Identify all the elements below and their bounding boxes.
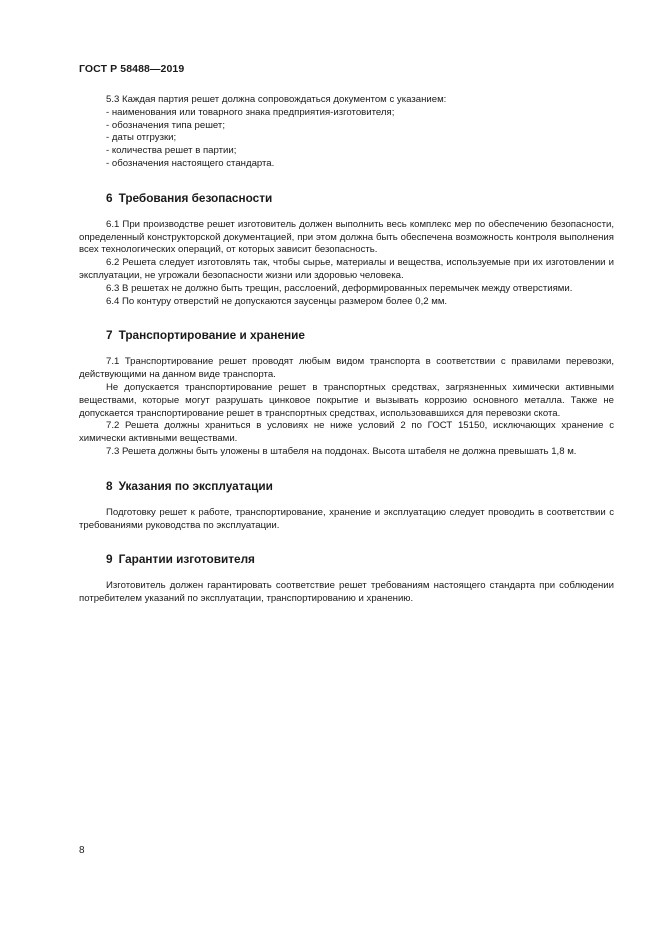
section-8-heading xyxy=(79,479,614,493)
document-body xyxy=(79,94,614,606)
clause-7-1: 7.1 Транспортирование решет проводят любым видом транспорта в соответствии с правилами перевозки, действующими на данном виде транспорта. xyxy=(79,356,614,381)
section-number: 7 xyxy=(106,328,113,343)
section-number: 9 xyxy=(106,552,113,567)
section-title: Указания по эксплуатации xyxy=(118,478,273,493)
section-9-heading xyxy=(79,552,614,566)
clause-5-3-list xyxy=(79,107,614,171)
clause-7-1-note: Не допускается транспортирование решет в транспортных средствах, загрязненных химически активными веществами, которые могут разрушать цинковое покрытие и вызывать коррозию основного металла. Также не допускается транспортирование решет в транспортных средствах, использовавшихся для перевозки скота. xyxy=(79,381,614,419)
clause-6-2: 6.2 Решета следует изготовлять так, чтобы сырье, материалы и вещества, используемые при их изготовлении и эксплуатации, не угрожали безопасности жизни или здоровью человека. xyxy=(79,257,614,281)
clause-7-2: 7.2 Решета должны храниться в условиях не ниже условий 2 по ГОСТ 15150, исключающих хранение с химически активными веществами. xyxy=(79,420,614,445)
document-code: ГОСТ Р 58488—2019 xyxy=(79,63,185,75)
list-item: - наименования или товарного знака предприятия-изготовителя; xyxy=(106,106,395,118)
section-9-paragraph: Изготовитель должен гарантировать соответствие решет требованиям настоящего стандарта при соблюдении потребителем указаний по эксплуатации, транспортированию и хранению. xyxy=(79,580,614,605)
list-item: - обозначения настоящего стандарта. xyxy=(106,157,275,169)
clause-6-1: 6.1 При производстве решет изготовитель должен выполнить весь комплекс мер по обеспечению безопасности, определенный конструкторской документацией, при этом должна быть обеспечена возможность контроля выполнения всех технологических операций, от которых зависит безопасность. xyxy=(79,218,614,256)
section-title: Требования безопасности xyxy=(118,190,273,205)
list-item: - даты отгрузки; xyxy=(106,132,177,144)
section-title: Транспортирование и хранение xyxy=(118,328,305,343)
section-title: Гарантии изготовителя xyxy=(118,552,255,567)
clause-6-3: 6.3 В решетах не должно быть трещин, расслоений, деформированных перемычек между отверстиями. xyxy=(106,282,573,294)
clause-7-3: 7.3 Решета должны быть уложены в штабеля на поддонах. Высота штабеля не должна превышать 1,8 м. xyxy=(106,445,577,457)
section-number: 8 xyxy=(106,478,113,493)
section-number: 6 xyxy=(106,190,113,205)
section-6-heading xyxy=(79,191,614,205)
list-item: - количества решет в партии; xyxy=(106,145,237,157)
page-number: 8 xyxy=(79,845,85,856)
clause-6-4: 6.4 По контуру отверстий не допускаются заусенцы размером более 0,2 мм. xyxy=(106,295,448,307)
section-8-paragraph: Подготовку решет к работе, транспортирование, хранение и эксплуатацию следует проводить в соответствии с требованиями руководства по эксплуатации. xyxy=(79,506,614,531)
clause-5-3-intro: 5.3 Каждая партия решет должна сопровождаться документом с указанием: xyxy=(106,94,447,105)
section-7-heading xyxy=(79,328,614,342)
list-item: - обозначения типа решет; xyxy=(106,119,225,131)
